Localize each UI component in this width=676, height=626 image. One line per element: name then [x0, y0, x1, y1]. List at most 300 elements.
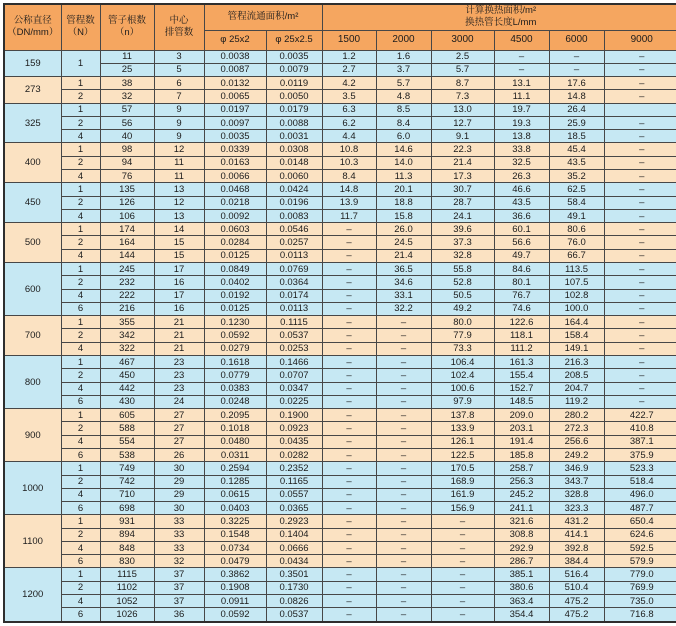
cell-flow-area-25x2-5: 0.0253	[266, 342, 322, 355]
cell-pass-count: 2	[61, 236, 100, 249]
table-row	[4, 541, 676, 554]
header-length-4500: 4500	[494, 30, 549, 50]
cell-flow-area-25x2-5: 0.0079	[266, 63, 322, 76]
cell-flow-area-25x2: 0.0468	[204, 183, 266, 196]
cell-flow-area-25x2: 0.0284	[204, 236, 266, 249]
cell-heat-area-L6000: 80.6	[549, 223, 604, 236]
cell-heat-area-L3000: 28.7	[431, 196, 494, 209]
cell-heat-area-L1500: 10.3	[322, 156, 376, 169]
cell-tube-count: 467	[100, 355, 154, 368]
cell-heat-area-L6000: 164.4	[549, 316, 604, 329]
cell-flow-area-25x2: 0.0038	[204, 50, 266, 63]
cell-heat-area-L4500: 191.4	[494, 435, 549, 448]
cell-tube-count: 1102	[100, 581, 154, 594]
cell-heat-area-L2000: –	[376, 515, 431, 528]
cell-center-row-count: 23	[154, 355, 204, 368]
cell-heat-area-L4500: 363.4	[494, 595, 549, 608]
cell-heat-area-L1500: 10.8	[322, 143, 376, 156]
cell-tube-count: 40	[100, 130, 154, 143]
cell-nominal-diameter: 900	[4, 409, 61, 462]
cell-heat-area-L9000: –	[604, 276, 676, 289]
cell-heat-area-L2000: 20.1	[376, 183, 431, 196]
cell-flow-area-25x2-5: 0.0196	[266, 196, 322, 209]
cell-heat-area-L1500: 14.8	[322, 183, 376, 196]
cell-heat-area-L9000: –	[604, 77, 676, 90]
cell-heat-area-L3000: 100.6	[431, 382, 494, 395]
cell-nominal-diameter: 1200	[4, 568, 61, 622]
cell-center-row-count: 24	[154, 395, 204, 408]
header-tube-count-line2: （n）	[114, 27, 140, 39]
cell-heat-area-L4500: 13.1	[494, 77, 549, 90]
cell-heat-area-L6000: 510.4	[549, 581, 604, 594]
cell-pass-count: 6	[61, 448, 100, 461]
cell-heat-area-L3000: 37.3	[431, 236, 494, 249]
table-row	[4, 50, 676, 63]
cell-pass-count: 4	[61, 435, 100, 448]
cell-heat-area-L9000: –	[604, 302, 676, 315]
cell-flow-area-25x2: 0.0339	[204, 143, 266, 156]
cell-heat-area-L3000: 122.5	[431, 448, 494, 461]
cell-pass-count: 4	[61, 541, 100, 554]
cell-center-row-count: 37	[154, 595, 204, 608]
cell-heat-area-L3000: 17.3	[431, 170, 494, 183]
table-row	[4, 475, 676, 488]
cell-heat-area-L1500: –	[322, 435, 376, 448]
cell-flow-area-25x2: 0.0218	[204, 196, 266, 209]
cell-flow-area-25x2-5: 0.2923	[266, 515, 322, 528]
cell-flow-area-25x2: 0.1018	[204, 422, 266, 435]
cell-heat-area-L9000	[604, 103, 676, 116]
cell-pass-count: 2	[61, 156, 100, 169]
header-nominal-diameter	[4, 4, 61, 50]
cell-flow-area-25x2: 0.0911	[204, 595, 266, 608]
table-row	[4, 382, 676, 395]
cell-heat-area-L9000: –	[604, 263, 676, 276]
cell-pass-count: 2	[61, 90, 100, 103]
cell-flow-area-25x2-5: 0.0537	[266, 329, 322, 342]
cell-heat-area-L6000: 25.9	[549, 116, 604, 129]
cell-center-row-count: 9	[154, 103, 204, 116]
cell-heat-area-L6000: –	[549, 63, 604, 76]
cell-pass-count: 6	[61, 302, 100, 315]
cell-tube-count: 742	[100, 475, 154, 488]
cell-heat-area-L9000: 716.8	[604, 608, 676, 622]
cell-pass-count: 1	[61, 183, 100, 196]
cell-heat-area-L9000: 579.9	[604, 555, 676, 568]
cell-tube-count: 1026	[100, 608, 154, 622]
cell-heat-area-L2000: 32.2	[376, 302, 431, 315]
cell-pass-count: 4	[61, 209, 100, 222]
cell-flow-area-25x2: 0.0132	[204, 77, 266, 90]
cell-heat-area-L9000: –	[604, 342, 676, 355]
cell-heat-area-L4500: 209.0	[494, 409, 549, 422]
cell-heat-area-L4500: 19.3	[494, 116, 549, 129]
cell-flow-area-25x2: 0.0065	[204, 90, 266, 103]
cell-flow-area-25x2: 0.0087	[204, 63, 266, 76]
cell-heat-area-L9000: –	[604, 209, 676, 222]
cell-heat-area-L2000: –	[376, 409, 431, 422]
cell-heat-area-L6000: 17.6	[549, 77, 604, 90]
cell-center-row-count: 21	[154, 329, 204, 342]
table-row	[4, 209, 676, 222]
table-row	[4, 369, 676, 382]
table-row	[4, 302, 676, 315]
table-row	[4, 77, 676, 90]
cell-center-row-count: 29	[154, 475, 204, 488]
cell-nominal-diameter: 450	[4, 183, 61, 223]
table-row	[4, 608, 676, 622]
cell-flow-area-25x2: 0.0779	[204, 369, 266, 382]
cell-flow-area-25x2: 0.0592	[204, 329, 266, 342]
cell-heat-area-L6000: 149.1	[549, 342, 604, 355]
cell-heat-area-L4500: –	[494, 50, 549, 63]
cell-nominal-diameter: 600	[4, 263, 61, 316]
cell-heat-area-L9000: –	[604, 143, 676, 156]
cell-heat-area-L3000: 9.1	[431, 130, 494, 143]
header-tube-count	[100, 4, 154, 50]
cell-flow-area-25x2-5: 0.0707	[266, 369, 322, 382]
table-row	[4, 263, 676, 276]
cell-pass-count: 1	[61, 103, 100, 116]
cell-heat-area-L3000: 73.3	[431, 342, 494, 355]
cell-flow-area-25x2-5: 0.0435	[266, 435, 322, 448]
cell-flow-area-25x2-5: 0.1115	[266, 316, 322, 329]
cell-heat-area-L1500: 6.2	[322, 116, 376, 129]
cell-flow-area-25x2-5: 0.0174	[266, 289, 322, 302]
table-row	[4, 515, 676, 528]
cell-flow-area-25x2: 0.0603	[204, 223, 266, 236]
table-row	[4, 289, 676, 302]
cell-tube-count: 164	[100, 236, 154, 249]
cell-heat-area-L9000: –	[604, 156, 676, 169]
cell-tube-count: 144	[100, 249, 154, 262]
table-row	[4, 409, 676, 422]
table-row	[4, 276, 676, 289]
cell-center-row-count: 29	[154, 488, 204, 501]
cell-heat-area-L2000: –	[376, 608, 431, 622]
table-row	[4, 223, 676, 236]
cell-flow-area-25x2-5: 0.0050	[266, 90, 322, 103]
cell-flow-area-25x2-5: 0.0060	[266, 170, 322, 183]
cell-flow-area-25x2: 0.0248	[204, 395, 266, 408]
cell-heat-area-L2000: 6.0	[376, 130, 431, 143]
cell-heat-area-L6000: 58.4	[549, 196, 604, 209]
cell-heat-area-L2000: –	[376, 528, 431, 541]
cell-center-row-count: 17	[154, 289, 204, 302]
cell-heat-area-L9000: –	[604, 249, 676, 262]
cell-tube-count: 11	[100, 50, 154, 63]
table-row	[4, 395, 676, 408]
header-heat-area-line1: 计算换热面积/m²	[465, 5, 537, 17]
cell-tube-count: 98	[100, 143, 154, 156]
cell-heat-area-L4500: 155.4	[494, 369, 549, 382]
cell-tube-count: 25	[100, 63, 154, 76]
header-center-row-count-line1: 中心	[169, 15, 189, 27]
cell-heat-area-L4500: 46.6	[494, 183, 549, 196]
cell-heat-area-L9000: –	[604, 289, 676, 302]
cell-center-row-count: 27	[154, 435, 204, 448]
table-row	[4, 435, 676, 448]
cell-pass-count: 1	[61, 50, 100, 77]
cell-flow-area-25x2-5: 0.1404	[266, 528, 322, 541]
cell-heat-area-L2000: –	[376, 369, 431, 382]
cell-flow-area-25x2-5: 0.0557	[266, 488, 322, 501]
table-row	[4, 130, 676, 143]
cell-heat-area-L1500: –	[322, 515, 376, 528]
cell-tube-count: 830	[100, 555, 154, 568]
cell-heat-area-L3000: –	[431, 528, 494, 541]
cell-heat-area-L1500: –	[322, 528, 376, 541]
cell-heat-area-L9000: –	[604, 236, 676, 249]
cell-heat-area-L2000: –	[376, 488, 431, 501]
cell-heat-area-L4500: 76.7	[494, 289, 549, 302]
cell-heat-area-L3000: –	[431, 595, 494, 608]
cell-heat-area-L1500: –	[322, 595, 376, 608]
cell-heat-area-L4500: 32.5	[494, 156, 549, 169]
cell-heat-area-L6000: 76.0	[549, 236, 604, 249]
cell-heat-area-L4500: 152.7	[494, 382, 549, 395]
cell-flow-area-25x2-5: 0.0826	[266, 595, 322, 608]
header-center-row-count-line2: 排管数	[164, 27, 194, 39]
cell-center-row-count: 33	[154, 541, 204, 554]
cell-pass-count: 2	[61, 528, 100, 541]
cell-pass-count: 4	[61, 249, 100, 262]
table-row	[4, 528, 676, 541]
cell-tube-count: 931	[100, 515, 154, 528]
cell-heat-area-L1500: –	[322, 608, 376, 622]
cell-heat-area-L4500: 33.8	[494, 143, 549, 156]
cell-flow-area-25x2: 0.0192	[204, 289, 266, 302]
cell-nominal-diameter: 400	[4, 143, 61, 183]
cell-heat-area-L6000: 66.7	[549, 249, 604, 262]
cell-heat-area-L1500: –	[322, 382, 376, 395]
header-pass-count-line1: 管程数	[66, 15, 95, 27]
cell-heat-area-L9000: –	[604, 369, 676, 382]
cell-center-row-count: 16	[154, 276, 204, 289]
cell-flow-area-25x2-5: 0.0364	[266, 276, 322, 289]
cell-heat-area-L6000: 35.2	[549, 170, 604, 183]
cell-heat-area-L3000: 13.0	[431, 103, 494, 116]
cell-heat-area-L3000: –	[431, 541, 494, 554]
cell-heat-area-L4500: 321.6	[494, 515, 549, 528]
cell-heat-area-L6000: 158.4	[549, 329, 604, 342]
cell-heat-area-L2000: –	[376, 422, 431, 435]
cell-flow-area-25x2: 0.1618	[204, 355, 266, 368]
table-row	[4, 249, 676, 262]
cell-heat-area-L3000: –	[431, 555, 494, 568]
cell-tube-count: 245	[100, 263, 154, 276]
cell-pass-count: 1	[61, 515, 100, 528]
cell-heat-area-L9000: 779.0	[604, 568, 676, 581]
cell-heat-area-L6000: 249.2	[549, 448, 604, 461]
cell-center-row-count: 13	[154, 209, 204, 222]
cell-tube-count: 216	[100, 302, 154, 315]
cell-nominal-diameter: 500	[4, 223, 61, 263]
cell-heat-area-L2000: –	[376, 568, 431, 581]
table-row	[4, 170, 676, 183]
table-row	[4, 143, 676, 156]
cell-center-row-count: 33	[154, 515, 204, 528]
cell-heat-area-L3000: 97.9	[431, 395, 494, 408]
cell-heat-area-L6000: 102.8	[549, 289, 604, 302]
cell-flow-area-25x2: 0.0402	[204, 276, 266, 289]
cell-pass-count: 4	[61, 130, 100, 143]
cell-heat-area-L9000: 523.3	[604, 462, 676, 475]
cell-center-row-count: 9	[154, 116, 204, 129]
cell-pass-count: 6	[61, 608, 100, 622]
cell-flow-area-25x2: 0.1548	[204, 528, 266, 541]
cell-heat-area-L4500: 36.6	[494, 209, 549, 222]
cell-pass-count: 2	[61, 329, 100, 342]
cell-pass-count: 6	[61, 395, 100, 408]
cell-heat-area-L1500: 4.4	[322, 130, 376, 143]
cell-heat-area-L4500: 286.7	[494, 555, 549, 568]
cell-tube-count: 894	[100, 528, 154, 541]
cell-center-row-count: 16	[154, 302, 204, 315]
cell-heat-area-L9000: –	[604, 223, 676, 236]
cell-heat-area-L6000: 414.1	[549, 528, 604, 541]
cell-nominal-diameter: 1100	[4, 515, 61, 568]
cell-flow-area-25x2-5: 0.1730	[266, 581, 322, 594]
cell-heat-area-L9000: 410.8	[604, 422, 676, 435]
cell-center-row-count: 11	[154, 156, 204, 169]
cell-heat-area-L9000: –	[604, 183, 676, 196]
header-tube-count-line1: 管子根数	[107, 15, 146, 27]
cell-heat-area-L6000: 100.0	[549, 302, 604, 315]
cell-heat-area-L1500: –	[322, 355, 376, 368]
cell-heat-area-L6000: 204.7	[549, 382, 604, 395]
cell-pass-count: 4	[61, 170, 100, 183]
table-row	[4, 116, 676, 129]
cell-heat-area-L2000: 8.5	[376, 103, 431, 116]
table-row	[4, 183, 676, 196]
header-nominal-diameter-line1: 公称直径	[13, 15, 52, 27]
cell-center-row-count: 12	[154, 196, 204, 209]
table-row	[4, 462, 676, 475]
cell-heat-area-L2000: 3.7	[376, 63, 431, 76]
cell-tube-count: 1052	[100, 595, 154, 608]
cell-center-row-count: 23	[154, 369, 204, 382]
header-heat-area-line2: 换热管长度L/mm	[465, 17, 537, 29]
table-row	[4, 329, 676, 342]
cell-heat-area-L2000: –	[376, 355, 431, 368]
cell-nominal-diameter: 273	[4, 77, 61, 104]
cell-heat-area-L9000: –	[604, 329, 676, 342]
cell-pass-count: 1	[61, 568, 100, 581]
cell-pass-count: 1	[61, 316, 100, 329]
cell-heat-area-L3000: 12.7	[431, 116, 494, 129]
cell-heat-area-L9000: –	[604, 63, 676, 76]
cell-heat-area-L1500: –	[322, 289, 376, 302]
cell-heat-area-L6000: 18.5	[549, 130, 604, 143]
cell-heat-area-L3000: 21.4	[431, 156, 494, 169]
cell-flow-area-25x2-5: 0.0666	[266, 541, 322, 554]
cell-heat-area-L9000: –	[604, 196, 676, 209]
cell-heat-area-L3000: 32.8	[431, 249, 494, 262]
cell-pass-count: 2	[61, 475, 100, 488]
table-row	[4, 568, 676, 581]
cell-heat-area-L1500: –	[322, 369, 376, 382]
cell-heat-area-L4500: 354.4	[494, 608, 549, 622]
cell-tube-count: 1115	[100, 568, 154, 581]
cell-flow-area-25x2-5: 0.0113	[266, 249, 322, 262]
cell-heat-area-L1500: –	[322, 568, 376, 581]
cell-heat-area-L3000: –	[431, 608, 494, 622]
cell-flow-area-25x2-5: 0.1466	[266, 355, 322, 368]
cell-flow-area-25x2-5: 0.0113	[266, 302, 322, 315]
cell-heat-area-L4500: 49.7	[494, 249, 549, 262]
cell-heat-area-L1500: –	[322, 409, 376, 422]
cell-heat-area-L1500: –	[322, 236, 376, 249]
cell-pass-count: 6	[61, 502, 100, 515]
cell-heat-area-L6000: 384.4	[549, 555, 604, 568]
cell-flow-area-25x2: 0.0279	[204, 342, 266, 355]
cell-heat-area-L4500: 43.5	[494, 196, 549, 209]
cell-heat-area-L9000: 624.6	[604, 528, 676, 541]
cell-heat-area-L6000: 280.2	[549, 409, 604, 422]
cell-flow-area-25x2: 0.0403	[204, 502, 266, 515]
header-diameter-25x2-5: φ 25x2.5	[266, 30, 322, 50]
cell-heat-area-L1500: 2.7	[322, 63, 376, 76]
cell-heat-area-L6000: 431.2	[549, 515, 604, 528]
cell-heat-area-L6000: 272.3	[549, 422, 604, 435]
table-body	[4, 50, 676, 622]
cell-heat-area-L4500: 148.5	[494, 395, 549, 408]
cell-pass-count: 4	[61, 289, 100, 302]
cell-heat-area-L1500: –	[322, 422, 376, 435]
cell-pass-count: 1	[61, 77, 100, 90]
cell-center-row-count: 21	[154, 316, 204, 329]
cell-heat-area-L2000: 18.8	[376, 196, 431, 209]
cell-tube-count: 538	[100, 448, 154, 461]
cell-heat-area-L3000: 5.7	[431, 63, 494, 76]
cell-center-row-count: 27	[154, 409, 204, 422]
header-length-3000: 3000	[431, 30, 494, 50]
cell-center-row-count: 30	[154, 502, 204, 515]
cell-flow-area-25x2: 0.0163	[204, 156, 266, 169]
header-length-9000: 9000	[604, 30, 676, 50]
cell-heat-area-L1500: 8.4	[322, 170, 376, 183]
cell-heat-area-L2000: –	[376, 342, 431, 355]
cell-heat-area-L9000: 735.0	[604, 595, 676, 608]
cell-heat-area-L3000: 50.5	[431, 289, 494, 302]
cell-heat-area-L3000: 77.9	[431, 329, 494, 342]
table-row	[4, 63, 676, 76]
cell-heat-area-L6000: 62.5	[549, 183, 604, 196]
cell-flow-area-25x2-5: 0.0347	[266, 382, 322, 395]
cell-heat-area-L3000: 8.7	[431, 77, 494, 90]
cell-flow-area-25x2: 0.0035	[204, 130, 266, 143]
cell-heat-area-L1500: –	[322, 223, 376, 236]
cell-tube-count: 605	[100, 409, 154, 422]
cell-flow-area-25x2: 0.1908	[204, 581, 266, 594]
cell-flow-area-25x2: 0.3225	[204, 515, 266, 528]
cell-heat-area-L2000: –	[376, 595, 431, 608]
cell-heat-area-L6000: 43.5	[549, 156, 604, 169]
cell-heat-area-L1500: –	[322, 249, 376, 262]
cell-pass-count: 2	[61, 196, 100, 209]
cell-flow-area-25x2: 0.0125	[204, 249, 266, 262]
cell-heat-area-L3000: 126.1	[431, 435, 494, 448]
cell-pass-count: 1	[61, 409, 100, 422]
cell-heat-area-L2000: –	[376, 502, 431, 515]
cell-pass-count: 2	[61, 581, 100, 594]
cell-heat-area-L9000: 387.1	[604, 435, 676, 448]
cell-center-row-count: 32	[154, 555, 204, 568]
cell-flow-area-25x2-5: 0.1900	[266, 409, 322, 422]
cell-heat-area-L4500: 13.8	[494, 130, 549, 143]
cell-center-row-count: 15	[154, 236, 204, 249]
